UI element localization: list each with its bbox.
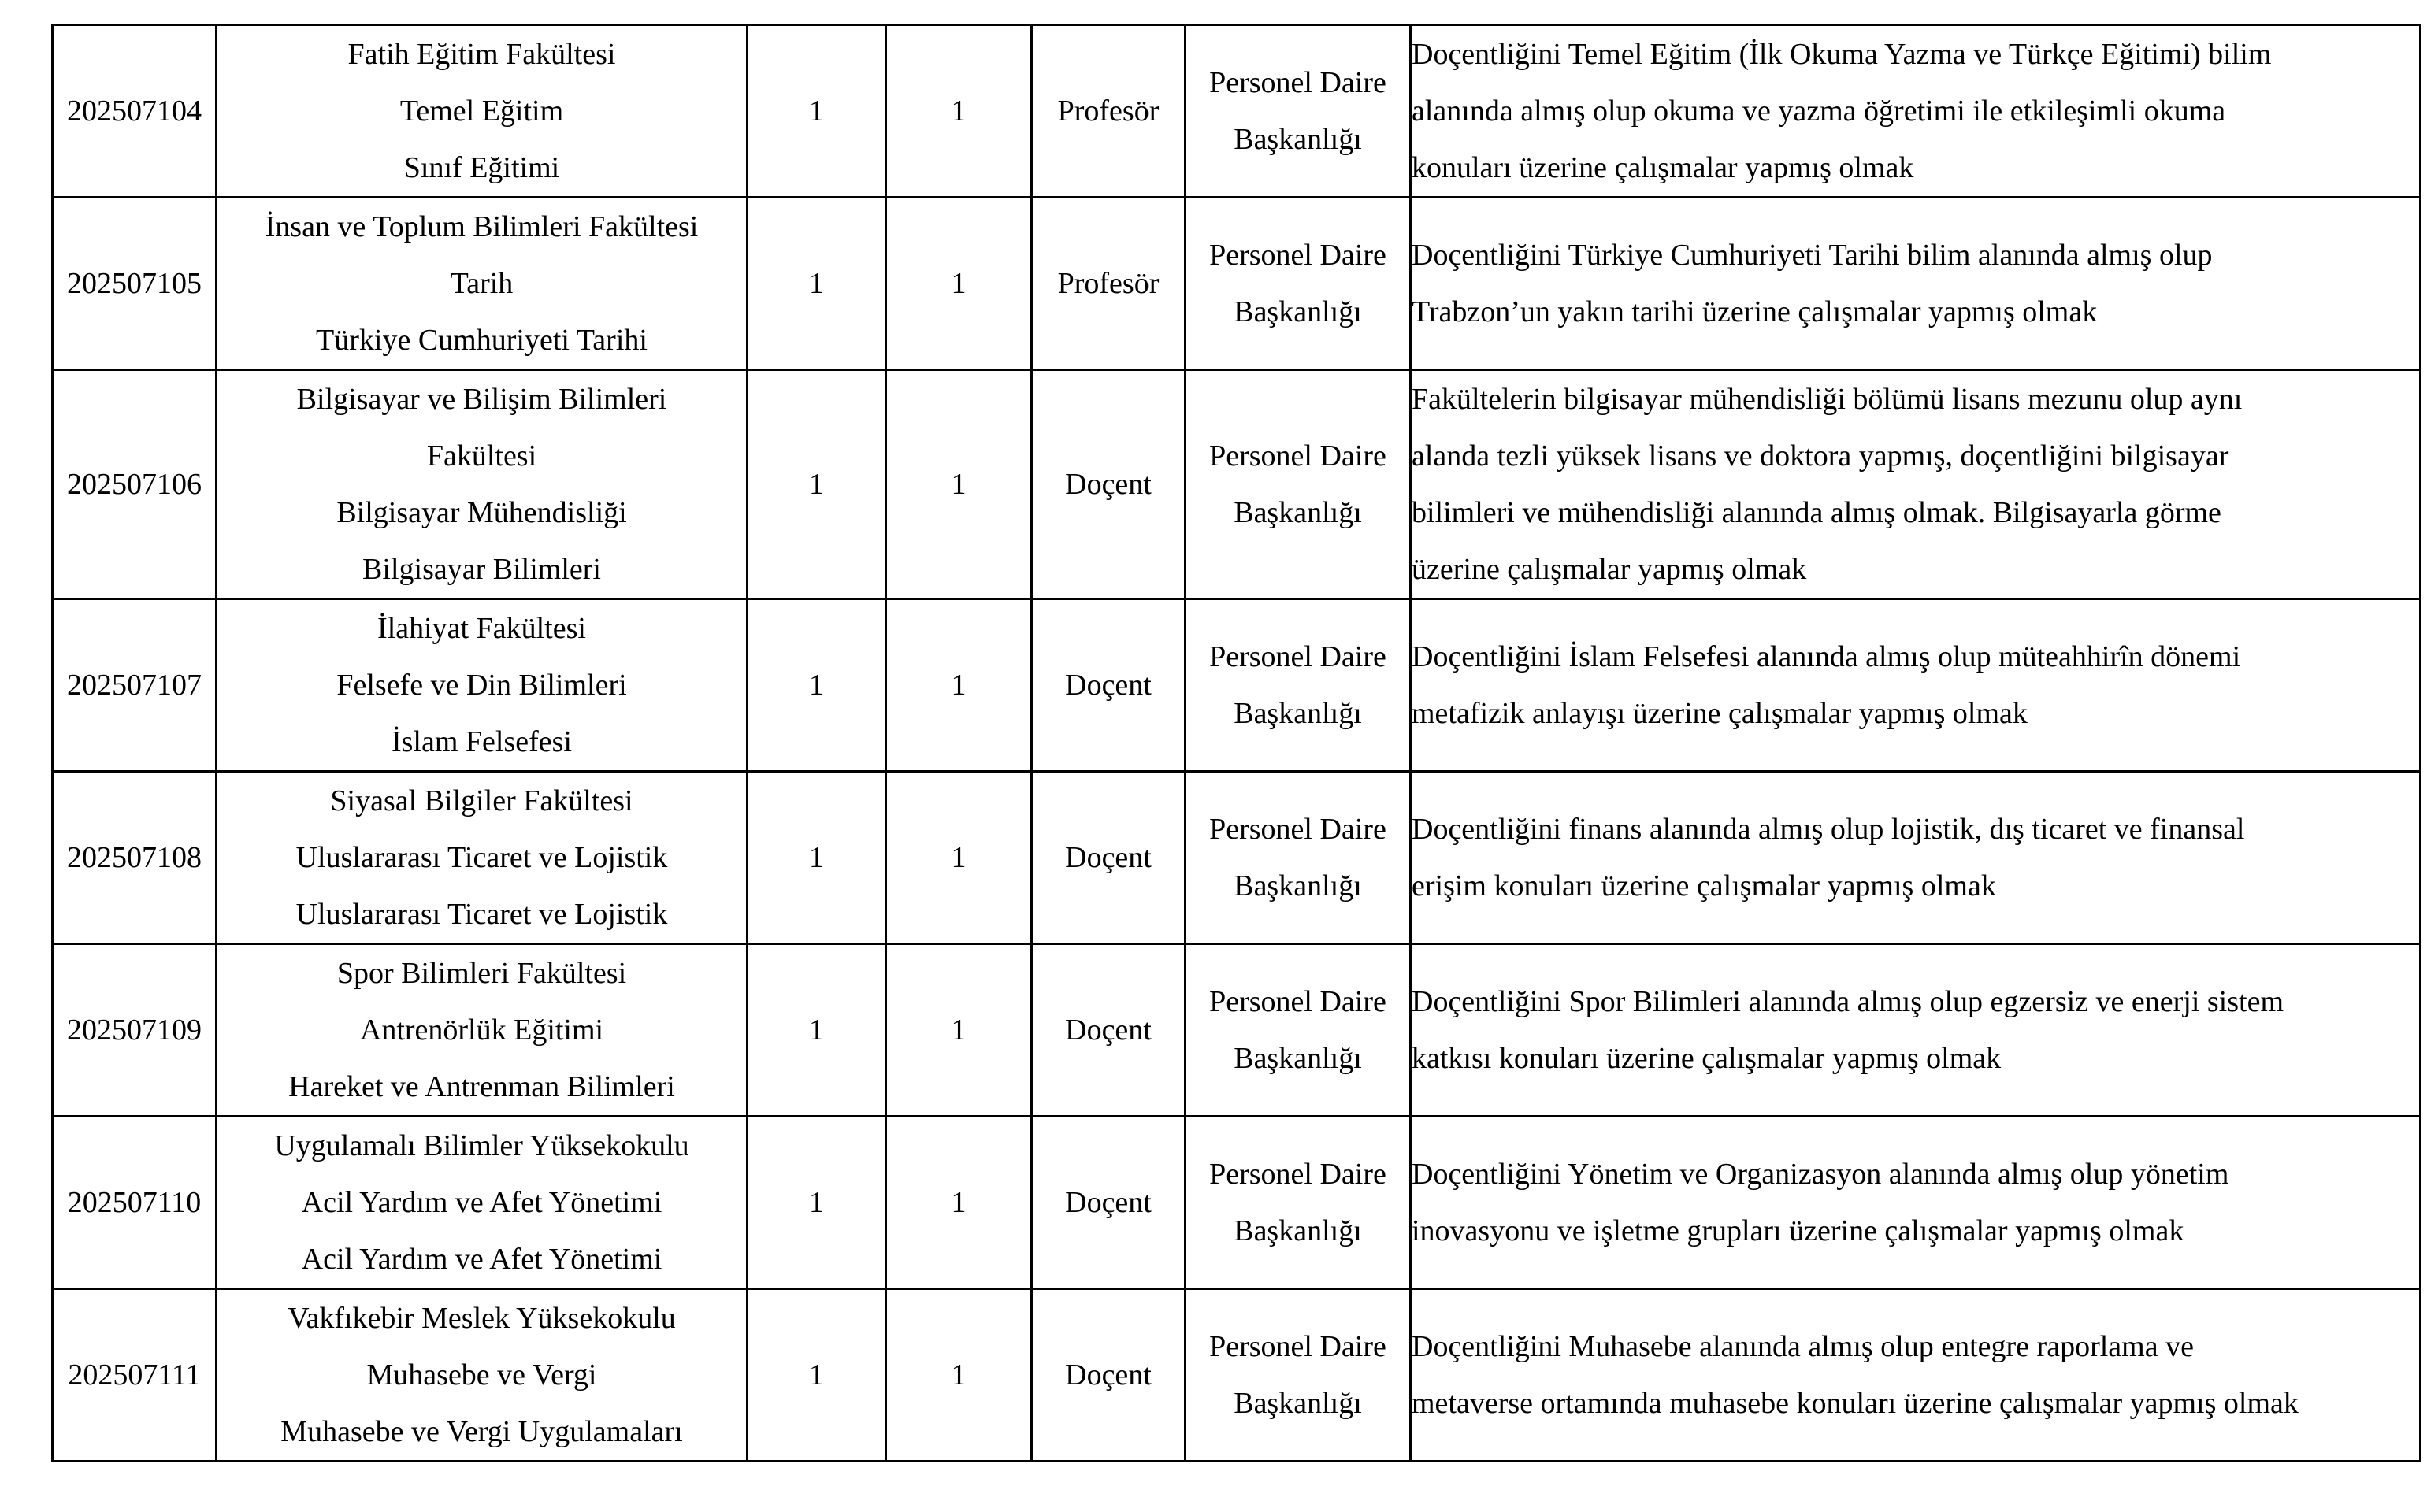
department-line: Personel Daire xyxy=(1209,1330,1386,1363)
table-row xyxy=(53,772,2421,944)
requirement-line: alanda tezli yüksek lisans ve doktora yapmış, doçentliğini bilgisayar xyxy=(1412,439,2229,472)
position-count-cell: 1 xyxy=(748,599,886,772)
department-line: Personel Daire xyxy=(1209,66,1386,99)
requirement-cell xyxy=(1411,370,2421,599)
degree-count-cell: 1 xyxy=(886,772,1032,944)
department-line: Başkanlığı xyxy=(1234,496,1362,529)
department-line: Personel Daire xyxy=(1209,813,1386,846)
position-code-cell: 202507109 xyxy=(53,944,217,1117)
table-row xyxy=(53,1289,2421,1462)
degree-count-cell: 1 xyxy=(886,25,1032,198)
requirement-line: Doçentliğini Temel Eğitim (İlk Okuma Yazma ve Türkçe Eğitimi) bilim xyxy=(1412,38,2272,71)
unit-cell xyxy=(217,198,748,370)
requirement-cell xyxy=(1411,944,2421,1117)
unit-line: Hareket ve Antrenman Bilimleri xyxy=(288,1070,675,1103)
department-cell xyxy=(1186,1289,1411,1462)
department-line: Personel Daire xyxy=(1209,1158,1386,1191)
unit-line: Uygulamalı Bilimler Yüksekokulu xyxy=(274,1129,689,1162)
position-code-cell: 202507104 xyxy=(53,25,217,198)
academic-title-cell: Doçent xyxy=(1032,1117,1186,1289)
academic-title-cell: Profesör xyxy=(1032,198,1186,370)
unit-line: İlahiyat Fakültesi xyxy=(377,612,586,645)
department-cell xyxy=(1186,944,1411,1117)
unit-line: İnsan ve Toplum Bilimleri Fakültesi xyxy=(265,210,699,243)
requirement-line: katkısı konuları üzerine çalışmalar yapmış olmak xyxy=(1412,1042,2002,1075)
table-row xyxy=(53,198,2421,370)
requirement-line: metafizik anlayışı üzerine çalışmalar yapmış olmak xyxy=(1412,697,2028,730)
requirement-line: Doçentliğini finans alanında almış olup lojistik, dış ticaret ve finansal xyxy=(1412,813,2245,846)
unit-line: Spor Bilimleri Fakültesi xyxy=(336,957,627,990)
department-cell xyxy=(1186,198,1411,370)
department-line: Personel Daire xyxy=(1209,439,1386,472)
degree-count-cell: 1 xyxy=(886,1289,1032,1462)
requirement-line: Doçentliğini İslam Felsefesi alanında almış olup müteahhirîn dönemi xyxy=(1412,640,2241,673)
requirement-line: inovasyonu ve işletme grupları üzerine çalışmalar yapmış olmak xyxy=(1412,1214,2184,1247)
degree-count-cell: 1 xyxy=(886,1117,1032,1289)
requirement-line: erişim konuları üzerine çalışmalar yapmış olmak xyxy=(1412,869,1996,902)
unit-cell xyxy=(217,944,748,1117)
academic-title-cell: Doçent xyxy=(1032,1289,1186,1462)
unit-line: Bilgisayar Bilimleri xyxy=(362,553,601,586)
position-count-cell: 1 xyxy=(748,370,886,599)
requirement-cell xyxy=(1411,25,2421,198)
position-count-cell: 1 xyxy=(748,1289,886,1462)
unit-line: Türkiye Cumhuriyeti Tarihi xyxy=(316,324,648,357)
requirement-cell xyxy=(1411,772,2421,944)
academic-title-cell: Doçent xyxy=(1032,370,1186,599)
unit-line: Antrenörlük Eğitimi xyxy=(359,1014,604,1047)
table-row xyxy=(53,944,2421,1117)
unit-line: Fatih Eğitim Fakültesi xyxy=(347,38,616,71)
department-cell xyxy=(1186,599,1411,772)
requirement-cell xyxy=(1411,198,2421,370)
unit-cell xyxy=(217,1117,748,1289)
requirement-line: Doçentliğini Muhasebe alanında almış olup entegre raporlama ve xyxy=(1412,1330,2194,1363)
requirement-line: Doçentliğini Yönetim ve Organizasyon alanında almış olup yönetim xyxy=(1412,1158,2229,1191)
unit-line: Fakültesi xyxy=(426,439,537,472)
requirement-cell xyxy=(1411,1117,2421,1289)
department-line: Başkanlığı xyxy=(1234,1214,1362,1247)
unit-cell xyxy=(217,25,748,198)
position-count-cell: 1 xyxy=(748,944,886,1117)
table-row xyxy=(53,599,2421,772)
requirement-line: Doçentliğini Türkiye Cumhuriyeti Tarihi bilim alanında almış olup xyxy=(1412,239,2213,272)
requirement-line: metaverse ortamında muhasebe konuları üzerine çalışmalar yapmış olmak xyxy=(1412,1387,2299,1420)
requirement-cell xyxy=(1411,1289,2421,1462)
academic-title-cell: Doçent xyxy=(1032,772,1186,944)
unit-cell xyxy=(217,772,748,944)
position-code-cell: 202507106 xyxy=(53,370,217,599)
requirement-line: bilimleri ve mühendisliği alanında almış olmak. Bilgisayarla görme xyxy=(1412,496,2221,529)
unit-line: Vakfıkebir Meslek Yüksekokulu xyxy=(288,1302,676,1335)
degree-count-cell: 1 xyxy=(886,198,1032,370)
position-code-cell: 202507110 xyxy=(53,1117,217,1289)
table-row xyxy=(53,370,2421,599)
unit-line: Bilgisayar Mühendisliği xyxy=(336,496,627,529)
department-cell xyxy=(1186,1117,1411,1289)
unit-line: Uluslararası Ticaret ve Lojistik xyxy=(295,841,668,874)
academic-title-cell: Profesör xyxy=(1032,25,1186,198)
department-line: Başkanlığı xyxy=(1234,869,1362,902)
degree-count-cell: 1 xyxy=(886,370,1032,599)
department-line: Başkanlığı xyxy=(1234,1387,1362,1420)
unit-line: Muhasebe ve Vergi Uygulamaları xyxy=(280,1415,683,1448)
department-line: Personel Daire xyxy=(1209,640,1386,673)
department-line: Başkanlığı xyxy=(1234,697,1362,730)
table-body xyxy=(53,25,2421,1462)
unit-line: Siyasal Bilgiler Fakültesi xyxy=(330,784,633,817)
table-row xyxy=(53,1117,2421,1289)
unit-line: Uluslararası Ticaret ve Lojistik xyxy=(295,898,668,931)
position-code-cell: 202507107 xyxy=(53,599,217,772)
position-count-cell: 1 xyxy=(748,198,886,370)
position-code-cell: 202507111 xyxy=(53,1289,217,1462)
position-code-cell: 202507108 xyxy=(53,772,217,944)
department-line: Başkanlığı xyxy=(1234,1042,1362,1075)
unit-line: Acil Yardım ve Afet Yönetimi xyxy=(301,1243,662,1276)
department-line: Personel Daire xyxy=(1209,239,1386,272)
unit-cell xyxy=(217,1289,748,1462)
degree-count-cell: 1 xyxy=(886,599,1032,772)
requirement-line: üzerine çalışmalar yapmış olmak xyxy=(1412,553,1807,586)
academic-title-cell: Doçent xyxy=(1032,944,1186,1117)
requirement-line: konuları üzerine çalışmalar yapmış olmak xyxy=(1412,151,1914,184)
unit-line: Bilgisayar ve Bilişim Bilimleri xyxy=(296,383,667,416)
unit-line: Felsefe ve Din Bilimleri xyxy=(336,669,627,702)
department-line: Başkanlığı xyxy=(1234,123,1362,156)
department-cell xyxy=(1186,772,1411,944)
unit-line: Tarih xyxy=(450,267,514,300)
unit-line: Muhasebe ve Vergi xyxy=(366,1358,597,1392)
unit-cell xyxy=(217,599,748,772)
unit-line: Acil Yardım ve Afet Yönetimi xyxy=(301,1186,662,1219)
degree-count-cell: 1 xyxy=(886,944,1032,1117)
requirement-line: Doçentliğini Spor Bilimleri alanında almış olup egzersiz ve enerji sistem xyxy=(1412,985,2284,1018)
position-count-cell: 1 xyxy=(748,772,886,944)
unit-cell xyxy=(217,370,748,599)
requirement-cell xyxy=(1411,599,2421,772)
requirement-line: alanında almış olup okuma ve yazma öğretimi ile etkileşimli okuma xyxy=(1412,94,2226,128)
department-cell xyxy=(1186,370,1411,599)
position-count-cell: 1 xyxy=(748,1117,886,1289)
requirement-line: Fakültelerin bilgisayar mühendisliği bölümü lisans mezunu olup aynı xyxy=(1412,383,2243,416)
position-count-cell: 1 xyxy=(748,25,886,198)
unit-line: Sınıf Eğitimi xyxy=(403,151,560,184)
unit-line: İslam Felsefesi xyxy=(391,725,572,758)
academic-title-cell: Doçent xyxy=(1032,599,1186,772)
department-line: Personel Daire xyxy=(1209,985,1386,1018)
department-cell xyxy=(1186,25,1411,198)
position-code-cell: 202507105 xyxy=(53,198,217,370)
requirement-line: Trabzon’un yakın tarihi üzerine çalışmalar yapmış olmak xyxy=(1412,295,2098,328)
department-line: Başkanlığı xyxy=(1234,295,1362,328)
unit-line: Temel Eğitim xyxy=(399,94,564,128)
table-row xyxy=(53,25,2421,198)
position-listing-table xyxy=(51,24,2421,1462)
